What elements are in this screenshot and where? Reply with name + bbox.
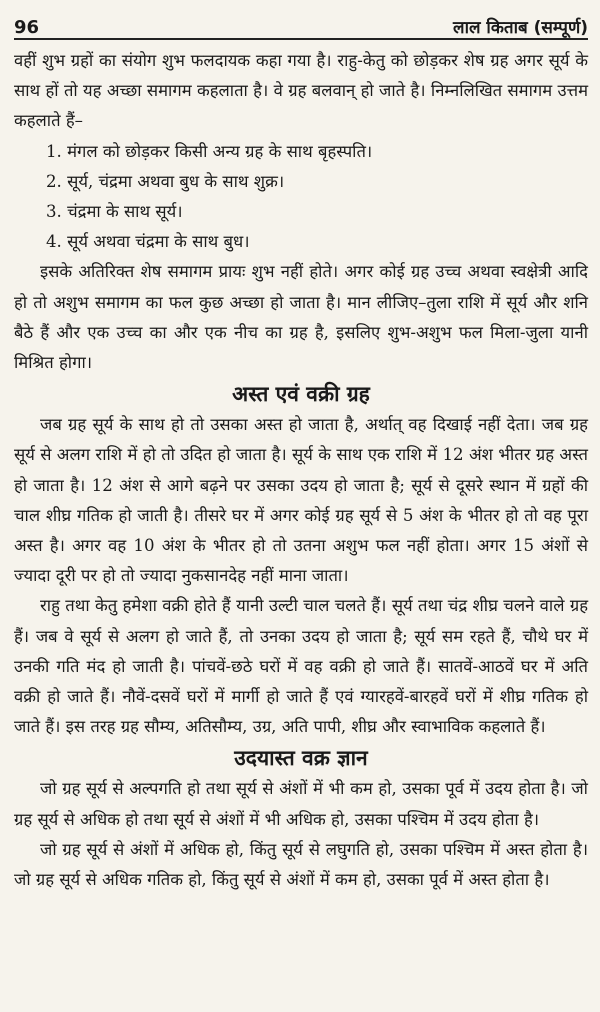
page-body (14, 46, 588, 895)
section2-paragraph-1: जो ग्रह सूर्य से अल्पगति हो तथा सूर्य से अंशों में भी कम हो, उसका पूर्व में उदय होता है। जो ग्रह सूर्य से अधिक हो तथा सूर्य से अंशों में भी अधिक हो, उसका पश्चिम में उदय होता है। (14, 779, 588, 829)
section-heading-udayast: उदयास्त वक्र ज्ञान (234, 746, 368, 771)
combination-list (14, 137, 588, 258)
list-item: 2. सूर्य, चंद्रमा अथवा बुध के साथ शुक्र। (46, 171, 285, 191)
section1-paragraph-1: जब ग्रह सूर्य के साथ हो तो उसका अस्त हो जाता है, अर्थात् वह दिखाई नहीं देता। जब ग्रह सूर्य से अलग राशि में हो तो उदित हो जाता है। सूर्य के साथ एक राशि में 12 अंश भीतर ग्रह अस्त हो जाता है। 12 अंश से आगे बढ़ने पर उसका उदय हो जाता है; सूर्य से दूसरे स्थान में ग्रहों की चाल शीघ्र गतिक हो जाती है। तीसरे घर में अगर कोई ग्रह सूर्य से 5 अंश के भीतर हो तो वह पूरा अस्त है। अगर वह 10 अंश के भीतर हो तो उतना अशुभ फल नहीं होता। अगर 15 अंशों से ज्यादा दूरी पर हो तो ज्यादा नुकसानदेह नहीं माना जाता। (14, 415, 588, 586)
paragraph-after-list: इसके अतिरिक्त शेष समागम प्रायः शुभ नहीं होते। अगर कोई ग्रह उच्च अथवा स्वक्षेत्री आदि हो तो अशुभ समागम का फल कुछ अच्छा हो जाता है। मान लीजिए–तुला राशि में सूर्य और शनि बैठे हैं और एक उच्च का और एक नीच का ग्रह है, इसलिए शुभ-अशुभ फल मिला-जुला यानी मिश्रित होगा। (14, 262, 588, 373)
list-item: 4. सूर्य अथवा चंद्रमा के साथ बुध। (46, 232, 250, 252)
page-number: 96 (14, 17, 40, 38)
page-header (14, 10, 588, 40)
running-title: लाल किताब (सम्पूर्ण) (453, 18, 588, 38)
section-heading-ast-vakri: अस्त एवं वक्री ग्रह (232, 382, 370, 407)
list-item: 3. चंद्रमा के साथ सूर्य। (46, 202, 183, 222)
section1-paragraph-2: राहु तथा केतु हमेशा वक्री होते हैं यानी उल्टी चाल चलते हैं। सूर्य तथा चंद्र शीघ्र चलने वाले ग्रह हैं। जब वे सूर्य से अलग हो जाते हैं, तो उनका उदय हो जाता है; सूर्य सम रहते हैं, चौथे घर में उनकी गति मंद हो जाती है। पांचवें-छठे घरों में वह वक्री हो जाते हैं। सातवें-आठवें घर में अति वक्री हो जाते हैं। नौवें-दसवें घरों में मार्गी हो जाते हैं एवं ग्यारहवें-बारहवें घरों में शीघ्र गतिक हो जाते हैं। इस तरह ग्रह सौम्य, अतिसौम्य, उग्र, अति पापी, शीघ्र और स्वाभाविक कहलाते हैं। (14, 596, 588, 737)
list-item: 1. मंगल को छोड़कर किसी अन्य ग्रह के साथ बृहस्पति। (46, 141, 373, 161)
intro-paragraph: वहीं शुभ ग्रहों का संयोग शुभ फलदायक कहा गया है। राहु-केतु को छोड़कर शेष ग्रह अगर सूर्य के साथ हों तो यह अच्छा समागम कहलाता है। वे ग्रह बलवान् हो जाते है। निम्नलिखित समागम उत्तम कहलाते हैं– (14, 51, 588, 131)
section2-paragraph-2: जो ग्रह सूर्य से अंशों में अधिक हो, किंतु सूर्य से लघुगति हो, उसका पश्चिम में अस्त होता है। जो ग्रह सूर्य से अधिक गतिक हो, किंतु सूर्य से अंशों में कम हो, उसका पूर्व में अस्त होता है। (14, 839, 588, 890)
